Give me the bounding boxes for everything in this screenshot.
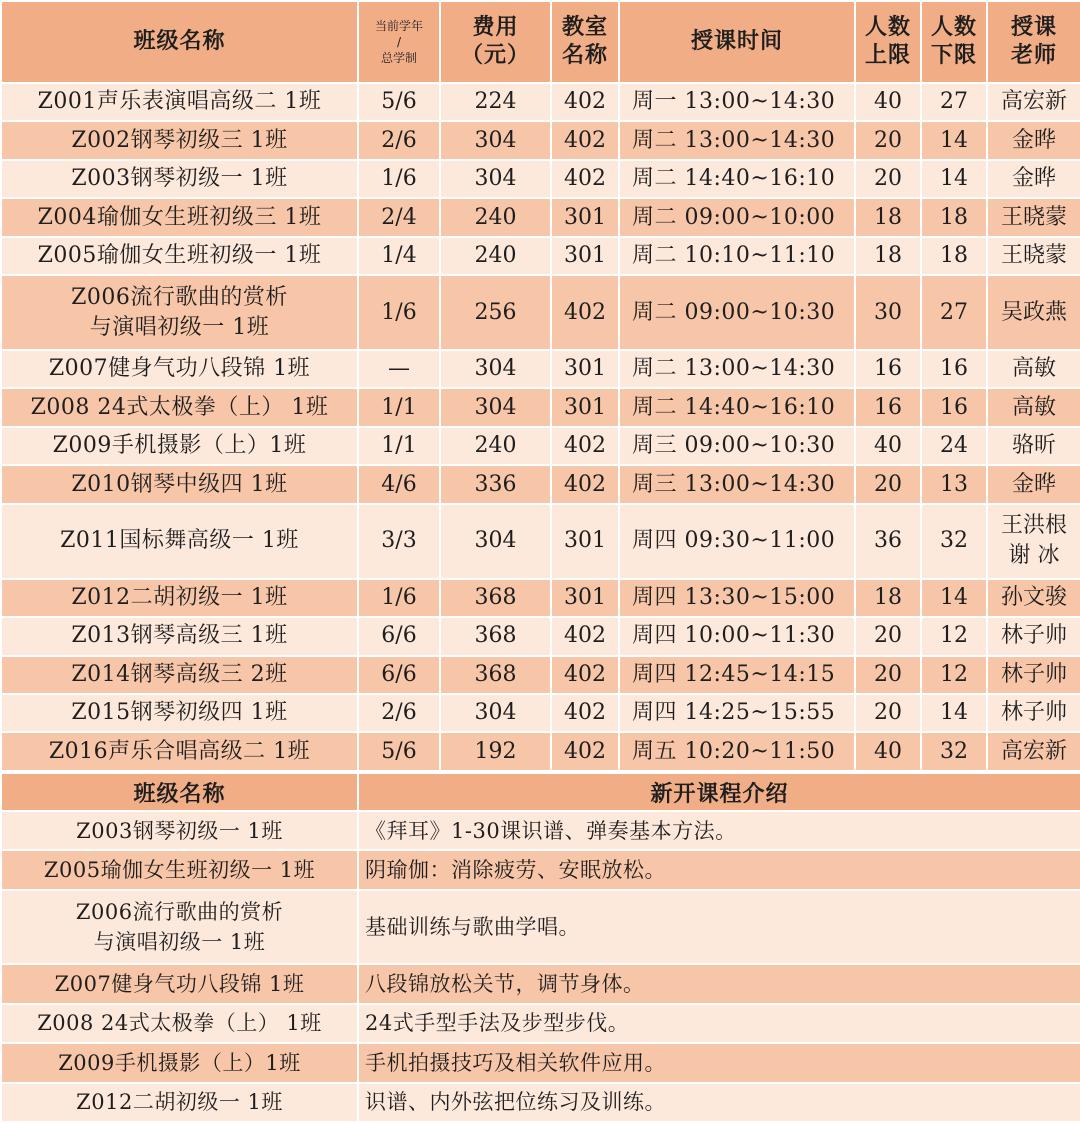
header-max-line-1: 人数: [864, 15, 911, 40]
intro-class-name-cell: [1, 811, 358, 850]
time-cell: 周四 13:30~15:00: [619, 579, 855, 617]
time-cell: 周二 10:10~11:10: [619, 237, 855, 275]
term-cell: 4/6: [358, 465, 440, 503]
teacher-cell: [987, 388, 1080, 426]
intro-class-name-cell: [1, 964, 358, 1003]
time-cell: 周二 13:00~14:30: [619, 350, 855, 388]
room-cell: 402: [551, 83, 619, 121]
intro-class-name-cell: [1, 1043, 358, 1082]
header-term-line-1: 当前学年: [374, 19, 423, 33]
max-cell: 20: [855, 465, 921, 503]
header-max: [855, 1, 921, 83]
teacher-line: 王洪根: [1000, 513, 1067, 539]
class-name-cell: [1, 198, 358, 236]
teacher-line: 高敏: [1011, 394, 1056, 420]
teacher-line: 金晔: [1011, 166, 1056, 192]
schedule-header-row: [1, 1, 1080, 83]
teacher-cell: [987, 732, 1080, 771]
room-cell: 301: [551, 388, 619, 426]
fee-cell: 368: [440, 579, 551, 617]
class-name-line: Z014钢琴高级三 2班: [71, 661, 288, 687]
max-cell: 20: [855, 121, 921, 159]
intro-row: [1, 850, 1080, 889]
class-name-line: Z010钢琴中级四 1班: [71, 471, 288, 497]
teacher-cell: [987, 579, 1080, 617]
intro-row: [1, 811, 1080, 850]
time-cell: 周五 10:20~11:50: [619, 732, 855, 771]
room-cell: 402: [551, 160, 619, 198]
class-name-line: Z009手机摄影（上）1班: [52, 433, 307, 459]
intro-desc-cell: 《拜耳》1-30课识谱、弹奏基本方法。: [358, 811, 1080, 850]
fee-cell: 304: [440, 504, 551, 579]
header-fee: [440, 1, 551, 83]
time-cell: 周三 13:00~14:30: [619, 465, 855, 503]
schedule-row: [1, 427, 1080, 465]
class-name-cell: [1, 83, 358, 121]
term-cell: 5/6: [358, 732, 440, 771]
teacher-line: 孙文骏: [1000, 584, 1067, 610]
fee-cell: 304: [440, 350, 551, 388]
class-name-cell: [1, 504, 358, 579]
intro-table: [0, 772, 1080, 1123]
time-cell: 周二 14:40~16:10: [619, 160, 855, 198]
class-name-cell: [1, 656, 358, 694]
term-cell: 2/6: [358, 121, 440, 159]
intro-desc-cell: 阴瑜伽：消除疲劳、安眠放松。: [358, 850, 1080, 889]
intro-class-name-line: Z006流行歌曲的赏析: [75, 900, 284, 925]
schedule-row: [1, 465, 1080, 503]
fee-cell: 240: [440, 427, 551, 465]
intro-header-class-name: 班级名称: [1, 773, 358, 811]
fee-cell: 304: [440, 160, 551, 198]
room-cell: 402: [551, 275, 619, 350]
intro-row: [1, 1043, 1080, 1082]
class-name-cell: [1, 732, 358, 771]
term-cell: 1/6: [358, 160, 440, 198]
room-cell: 402: [551, 465, 619, 503]
max-cell: 20: [855, 160, 921, 198]
min-cell: 14: [921, 160, 987, 198]
class-name-line: Z012二胡初级一 1班: [71, 584, 288, 610]
min-cell: 27: [921, 83, 987, 121]
teacher-cell: [987, 465, 1080, 503]
class-name-cell: [1, 160, 358, 198]
schedule-row: [1, 83, 1080, 121]
header-min: [921, 1, 987, 83]
time-cell: 周二 09:00~10:00: [619, 198, 855, 236]
intro-class-name-cell: [1, 850, 358, 889]
teacher-line: 王晓蒙: [1000, 204, 1067, 230]
fee-cell: 368: [440, 656, 551, 694]
schedule-row: [1, 237, 1080, 275]
intro-desc-cell: 手机拍摄技巧及相关软件应用。: [358, 1043, 1080, 1082]
max-cell: 30: [855, 275, 921, 350]
intro-row: [1, 890, 1080, 965]
time-cell: 周二 14:40~16:10: [619, 388, 855, 426]
term-cell: 5/6: [358, 83, 440, 121]
intro-class-name-line: Z008 24式太极拳（上） 1班: [37, 1011, 322, 1036]
teacher-line: 骆昕: [1011, 433, 1056, 459]
teacher-cell: [987, 237, 1080, 275]
intro-row: [1, 964, 1080, 1003]
class-name-line: Z002钢琴初级三 1班: [71, 127, 288, 153]
schedule-row: [1, 656, 1080, 694]
fee-cell: 240: [440, 198, 551, 236]
header-teacher-line-1: 授课: [1010, 15, 1057, 40]
schedule-row: [1, 504, 1080, 579]
fee-cell: 224: [440, 83, 551, 121]
room-cell: 402: [551, 617, 619, 655]
teacher-cell: [987, 275, 1080, 350]
fee-cell: 368: [440, 617, 551, 655]
intro-desc-cell: 八段锦放松关节，调节身体。: [358, 964, 1080, 1003]
class-name-line: Z016声乐合唱高级二 1班: [48, 738, 311, 764]
min-cell: 14: [921, 121, 987, 159]
teacher-cell: [987, 350, 1080, 388]
fee-cell: 304: [440, 694, 551, 732]
header-term-line-2: /: [396, 35, 402, 49]
term-cell: 3/3: [358, 504, 440, 579]
header-teacher: [987, 1, 1080, 83]
teacher-line: 高宏新: [1000, 738, 1067, 764]
min-cell: 12: [921, 617, 987, 655]
min-cell: 32: [921, 732, 987, 771]
term-cell: 1/1: [358, 427, 440, 465]
time-cell: 周二 09:00~10:30: [619, 275, 855, 350]
header-fee-line-2: （元）: [460, 43, 530, 68]
intro-class-name-line: Z012二胡初级一 1班: [76, 1090, 283, 1115]
intro-body: [1, 811, 1080, 1122]
schedule-body: [1, 83, 1080, 771]
term-cell: 2/4: [358, 198, 440, 236]
class-name-line: Z003钢琴初级一 1班: [71, 166, 288, 192]
time-cell: 周四 14:25~15:55: [619, 694, 855, 732]
min-cell: 12: [921, 656, 987, 694]
room-cell: 301: [551, 350, 619, 388]
min-cell: 18: [921, 237, 987, 275]
intro-class-name-cell: [1, 890, 358, 965]
max-cell: 20: [855, 656, 921, 694]
max-cell: 40: [855, 427, 921, 465]
class-name-cell: [1, 237, 358, 275]
time-cell: 周四 10:00~11:30: [619, 617, 855, 655]
header-max-line-2: 上限: [864, 43, 911, 68]
teacher-line: 金晔: [1011, 471, 1056, 497]
class-name-cell: [1, 427, 358, 465]
intro-class-name-line: Z007健身气功八段锦 1班: [54, 972, 305, 997]
teacher-cell: [987, 427, 1080, 465]
intro-class-name-line: Z009手机摄影（上）1班: [58, 1050, 301, 1075]
teacher-line: 吴政燕: [1000, 299, 1067, 325]
teacher-cell: [987, 504, 1080, 579]
class-name-cell: [1, 617, 358, 655]
intro-class-name-cell: [1, 1004, 358, 1043]
time-cell: 周一 13:00~14:30: [619, 83, 855, 121]
class-name-line: Z004瑜伽女生班初级三 1班: [37, 204, 322, 230]
schedule-row: [1, 388, 1080, 426]
header-time: 授课时间: [619, 1, 855, 83]
time-cell: 周四 09:30~11:00: [619, 504, 855, 579]
max-cell: 16: [855, 388, 921, 426]
term-cell: 1/1: [358, 388, 440, 426]
schedule-row: [1, 121, 1080, 159]
class-name-line: Z006流行歌曲的赏析: [71, 284, 288, 310]
room-cell: 402: [551, 427, 619, 465]
header-min-line-2: 下限: [930, 43, 977, 68]
intro-row: [1, 1083, 1080, 1122]
min-cell: 27: [921, 275, 987, 350]
max-cell: 16: [855, 350, 921, 388]
max-cell: 40: [855, 83, 921, 121]
class-name-cell: [1, 121, 358, 159]
fee-cell: 304: [440, 388, 551, 426]
teacher-line: 林子帅: [1000, 700, 1067, 726]
room-cell: 402: [551, 121, 619, 159]
term-cell: 2/6: [358, 694, 440, 732]
room-cell: 402: [551, 694, 619, 732]
min-cell: 16: [921, 350, 987, 388]
teacher-cell: [987, 617, 1080, 655]
room-cell: 402: [551, 656, 619, 694]
intro-class-name-line: Z005瑜伽女生班初级一 1班: [43, 858, 316, 883]
room-cell: 301: [551, 579, 619, 617]
term-cell: 6/6: [358, 617, 440, 655]
class-name-cell: [1, 694, 358, 732]
schedule-row: [1, 694, 1080, 732]
min-cell: 13: [921, 465, 987, 503]
room-cell: 301: [551, 198, 619, 236]
time-cell: 周三 09:00~10:30: [619, 427, 855, 465]
class-name-cell: [1, 579, 358, 617]
header-min-line-1: 人数: [930, 15, 977, 40]
max-cell: 36: [855, 504, 921, 579]
class-name-cell: [1, 465, 358, 503]
teacher-cell: [987, 694, 1080, 732]
class-name-line: 与演唱初级一 1班: [89, 314, 270, 340]
term-cell: 6/6: [358, 656, 440, 694]
schedule-row: [1, 732, 1080, 771]
class-name-line: Z008 24式太极拳（上） 1班: [30, 394, 329, 420]
header-fee-line-1: 费用: [472, 15, 519, 40]
header-teacher-line-2: 老师: [1010, 43, 1057, 68]
schedule-row: [1, 617, 1080, 655]
room-cell: 301: [551, 237, 619, 275]
intro-class-name-cell: [1, 1083, 358, 1122]
intro-class-name-line: Z003钢琴初级一 1班: [76, 818, 283, 843]
header-term: [358, 1, 440, 83]
class-name-cell: [1, 388, 358, 426]
class-name-line: Z015钢琴初级四 1班: [71, 700, 288, 726]
schedule-row: [1, 275, 1080, 350]
teacher-line: 林子帅: [1000, 623, 1067, 649]
min-cell: 24: [921, 427, 987, 465]
header-class-name: 班级名称: [1, 1, 358, 83]
header-term-line-3: 总学制: [380, 51, 417, 65]
header-room-line-2: 名称: [561, 43, 608, 68]
header-room: [551, 1, 619, 83]
teacher-cell: [987, 656, 1080, 694]
max-cell: 18: [855, 198, 921, 236]
fee-cell: 304: [440, 121, 551, 159]
fee-cell: 240: [440, 237, 551, 275]
intro-class-name-line: 与演唱初级一 1班: [93, 930, 266, 955]
room-cell: 402: [551, 732, 619, 771]
class-name-line: Z005瑜伽女生班初级一 1班: [37, 242, 322, 268]
teacher-cell: [987, 121, 1080, 159]
teacher-cell: [987, 83, 1080, 121]
teacher-line: 高敏: [1011, 356, 1056, 382]
class-name-cell: [1, 350, 358, 388]
header-room-line-1: 教室: [561, 15, 608, 40]
fee-cell: 336: [440, 465, 551, 503]
min-cell: 32: [921, 504, 987, 579]
class-name-cell: [1, 275, 358, 350]
min-cell: 14: [921, 579, 987, 617]
teacher-cell: [987, 198, 1080, 236]
fee-cell: 192: [440, 732, 551, 771]
intro-header-row: [1, 773, 1080, 811]
teacher-line: 王晓蒙: [1000, 242, 1067, 268]
term-cell: —: [358, 350, 440, 388]
time-cell: 周四 12:45~14:15: [619, 656, 855, 694]
max-cell: 18: [855, 237, 921, 275]
schedule-row: [1, 160, 1080, 198]
min-cell: 18: [921, 198, 987, 236]
intro-header-intro: 新开课程介绍: [358, 773, 1080, 811]
intro-desc-cell: 识谱、内外弦把位练习及训练。: [358, 1083, 1080, 1122]
teacher-line: 林子帅: [1000, 661, 1067, 687]
schedule-row: [1, 198, 1080, 236]
teacher-line: 谢 冰: [1008, 543, 1060, 569]
class-name-line: Z001声乐表演唱高级二 1班: [37, 89, 322, 115]
min-cell: 16: [921, 388, 987, 426]
term-cell: 1/6: [358, 579, 440, 617]
max-cell: 18: [855, 579, 921, 617]
fee-cell: 256: [440, 275, 551, 350]
intro-desc-cell: 24式手型手法及步型步伐。: [358, 1004, 1080, 1043]
class-name-line: Z013钢琴高级三 1班: [71, 623, 288, 649]
schedule-row: [1, 579, 1080, 617]
time-cell: 周二 13:00~14:30: [619, 121, 855, 159]
teacher-line: 金晔: [1011, 127, 1056, 153]
intro-row: [1, 1004, 1080, 1043]
term-cell: 1/6: [358, 275, 440, 350]
class-name-line: Z007健身气功八段锦 1班: [48, 356, 311, 382]
teacher-line: 高宏新: [1000, 89, 1067, 115]
teacher-cell: [987, 160, 1080, 198]
max-cell: 20: [855, 694, 921, 732]
max-cell: 40: [855, 732, 921, 771]
class-name-line: Z011国标舞高级一 1班: [60, 528, 299, 554]
schedule-row: [1, 350, 1080, 388]
room-cell: 301: [551, 504, 619, 579]
intro-desc-cell: 基础训练与歌曲学唱。: [358, 890, 1080, 965]
term-cell: 1/4: [358, 237, 440, 275]
min-cell: 14: [921, 694, 987, 732]
max-cell: 20: [855, 617, 921, 655]
